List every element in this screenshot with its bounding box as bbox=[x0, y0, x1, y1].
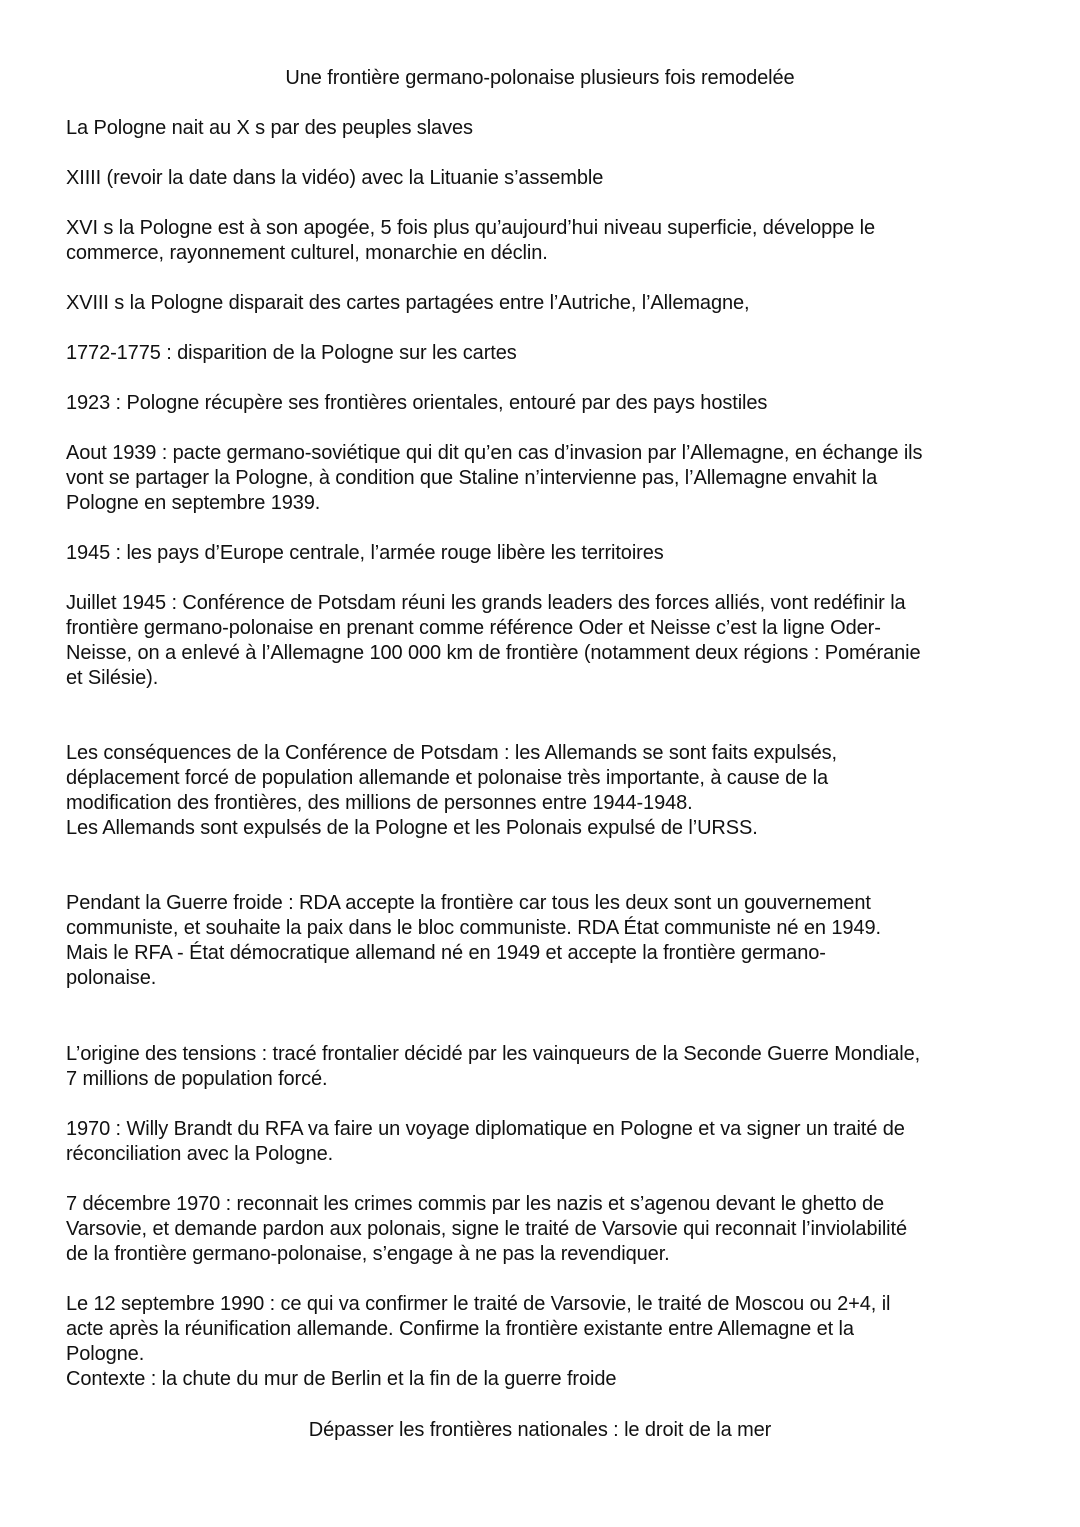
text-line: de la frontière germano-polonaise, s’engage à ne pas la revendiquer. bbox=[66, 1243, 670, 1265]
text-line: XVI s la Pologne est à son apogée, 5 fois plus qu’aujourd’hui niveau superficie, développe le bbox=[66, 217, 876, 239]
text-line: réconciliation avec la Pologne. bbox=[66, 1143, 334, 1165]
text-line: Aout 1939 : pacte germano-soviétique qui dit qu’en cas d’invasion par l’Allemagne, en échange ils bbox=[66, 442, 923, 464]
text-line: Les Allemands sont expulsés de la Pologne et les Polonais expulsé de l’URSS. bbox=[66, 817, 758, 839]
text-line: La Pologne nait au X s par des peuples slaves bbox=[66, 117, 473, 139]
text-line: Pologne. bbox=[66, 1343, 145, 1365]
text-line: Les conséquences de la Conférence de Potsdam : les Allemands se sont faits expulsés, bbox=[66, 742, 837, 764]
text-line: XVIII s la Pologne disparait des cartes partagées entre l’Autriche, l’Allemagne, bbox=[66, 292, 750, 314]
text-line: 1970 : Willy Brandt du RFA va faire un voyage diplomatique en Pologne et va signer un traité de bbox=[66, 1118, 905, 1140]
text-line: 7 décembre 1970 : reconnait les crimes commis par les nazis et s’agenou devant le ghetto de bbox=[66, 1193, 885, 1215]
text-line: 7 millions de population forcé. bbox=[66, 1068, 328, 1090]
text-line: et Silésie). bbox=[66, 667, 159, 689]
text-line: Le 12 septembre 1990 : ce qui va confirmer le traité de Varsovie, le traité de Moscou ou 2+4, il bbox=[66, 1293, 891, 1315]
text-line: 1945 : les pays d’Europe centrale, l’armée rouge libère les territoires bbox=[66, 542, 664, 564]
text-line: 1772-1775 : disparition de la Pologne sur les cartes bbox=[66, 342, 517, 364]
next-section-heading: Dépasser les frontières nationales : le droit de la mer bbox=[308, 1419, 772, 1441]
text-line: commerce, rayonnement culturel, monarchie en déclin. bbox=[66, 242, 548, 264]
text-line: Varsovie, et demande pardon aux polonais, signe le traité de Varsovie qui reconnait l’inviolabilité bbox=[66, 1218, 907, 1240]
text-line: Contexte : la chute du mur de Berlin et la fin de la guerre froide bbox=[66, 1368, 617, 1390]
text-line: acte après la réunification allemande. Confirme la frontière existante entre Allemagne et la bbox=[66, 1318, 854, 1340]
text-line: 1923 : Pologne récupère ses frontières orientales, entouré par des pays hostiles bbox=[66, 392, 768, 414]
text-line: Mais le RFA - État démocratique allemand né en 1949 et accepte la frontière germano- bbox=[66, 942, 826, 964]
text-line: Pologne en septembre 1939. bbox=[66, 492, 321, 514]
text-line: communiste, et souhaite la paix dans le bloc communiste. RDA État communiste né en 1949. bbox=[66, 917, 881, 939]
text-line: vont se partager la Pologne, à condition que Staline n’intervienne pas, l’Allemagne envahit la bbox=[66, 467, 878, 489]
text-line: Pendant la Guerre froide : RDA accepte la frontière car tous les deux sont un gouvernement bbox=[66, 892, 871, 914]
text-line: modification des frontières, des millions de personnes entre 1944-1948. bbox=[66, 792, 693, 814]
text-line: polonaise. bbox=[66, 967, 157, 989]
text-line: L’origine des tensions : tracé frontalier décidé par les vainqueurs de la Seconde Guerre Mondiale, bbox=[66, 1043, 921, 1065]
document-title: Une frontière germano-polonaise plusieurs fois remodelée bbox=[285, 67, 795, 89]
text-line: frontière germano-polonaise en prenant comme référence Oder et Neisse c’est la ligne Oder- bbox=[66, 617, 881, 639]
text-line: Neisse, on a enlevé à l’Allemagne 100 000 km de frontière (notamment deux régions : Poméranie bbox=[66, 642, 921, 664]
text-line: XIIII (revoir la date dans la vidéo) avec la Lituanie s’assemble bbox=[66, 167, 604, 189]
text-line: Juillet 1945 : Conférence de Potsdam réuni les grands leaders des forces alliés, vont redéfinir la bbox=[66, 592, 906, 614]
text-line: déplacement forcé de population allemande et polonaise très importante, à cause de la bbox=[66, 767, 828, 789]
